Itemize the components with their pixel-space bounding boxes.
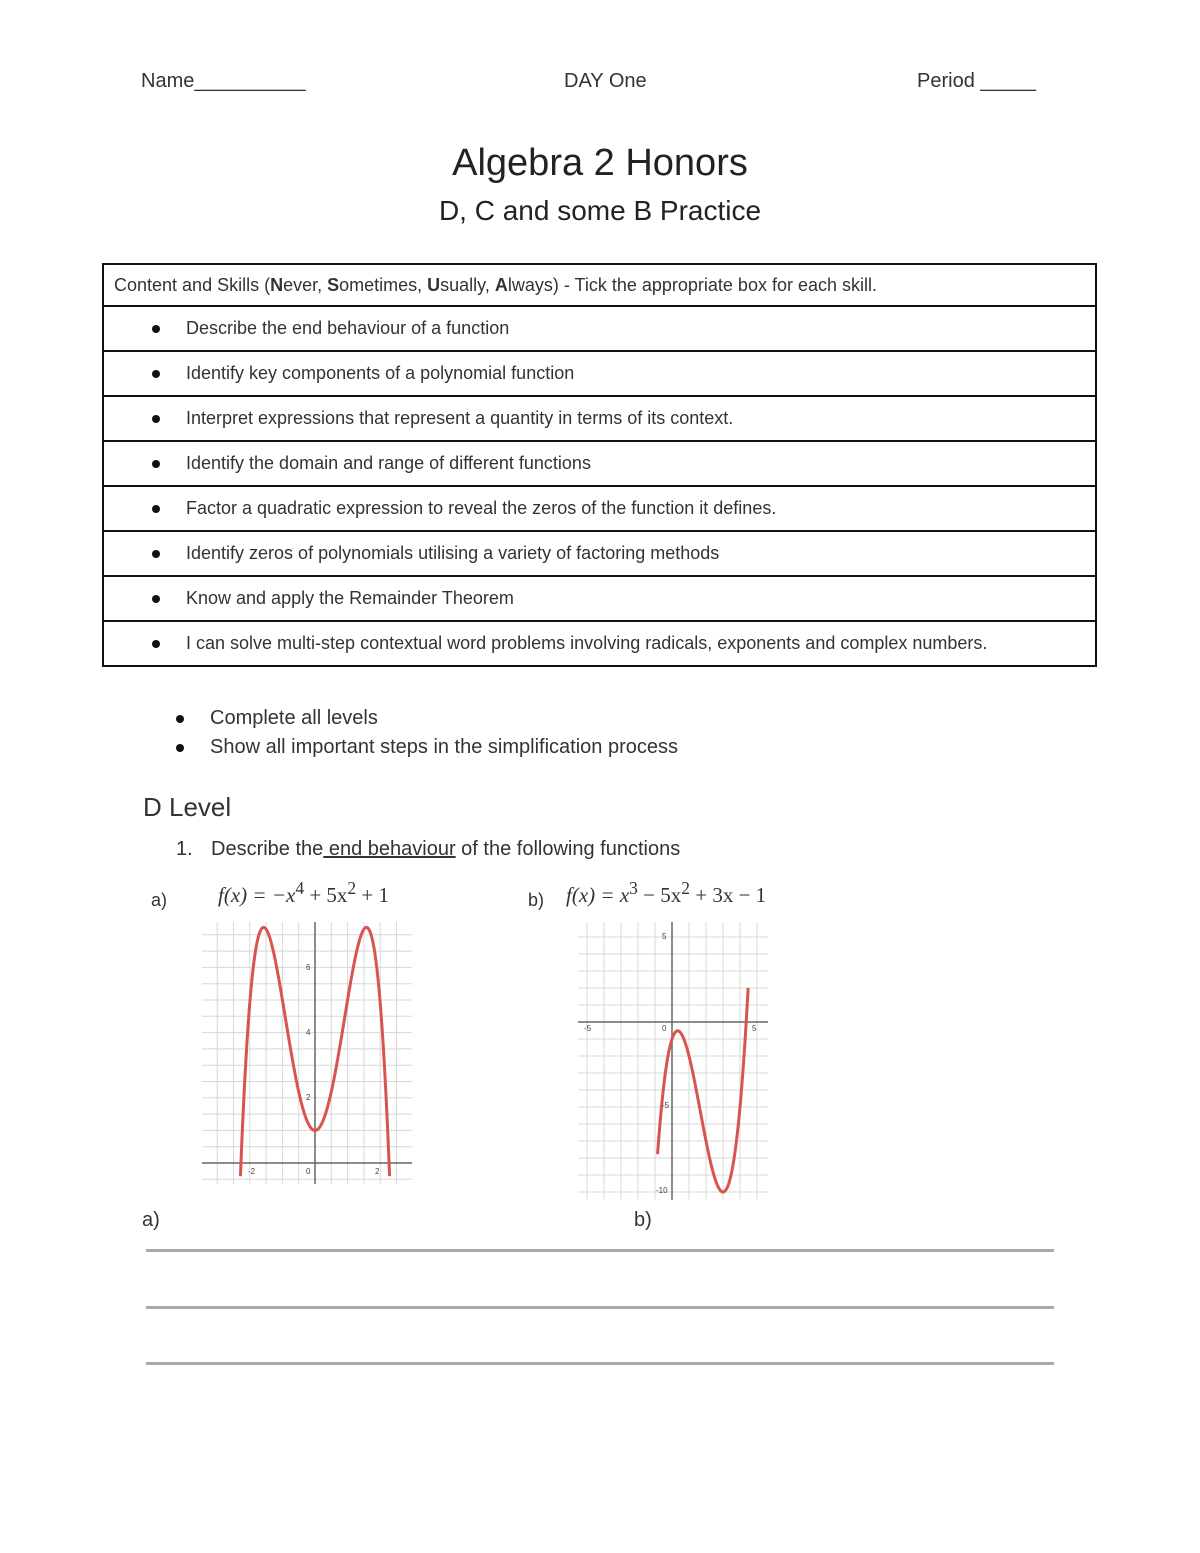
graph-a-ytick: 6 — [306, 963, 311, 972]
graph-b-xtick: -5 — [584, 1024, 592, 1033]
name-field-label: Name__________ — [141, 70, 306, 92]
period-field-label: Period _____ — [917, 70, 1036, 92]
bullet-icon — [152, 595, 160, 603]
skill-text: I can solve multi-step contextual word problems involving radicals, exponents and complex numbers. — [186, 633, 988, 653]
formula-a-rhs: + 1 — [356, 883, 389, 907]
formula-a-mid: + 5x — [304, 883, 348, 907]
formula-b-rhs: + 3x − 1 — [689, 883, 767, 907]
header-text: sually, — [440, 274, 495, 295]
header-never-initial: N — [270, 274, 284, 295]
skill-row[interactable] — [103, 576, 1096, 621]
graph-a-xtick: 2 — [375, 1167, 380, 1176]
graph-a-xtick: 0 — [306, 1167, 311, 1176]
skill-row[interactable] — [103, 441, 1096, 486]
skill-text: Describe the end behaviour of a function — [186, 318, 510, 338]
header-text: Content and Skills ( — [114, 274, 271, 295]
skill-text: Identify zeros of polynomials utilising a variety of factoring methods — [186, 543, 720, 563]
formula-b-mid: − 5x — [637, 883, 682, 907]
question-text: of the following functions — [455, 838, 681, 860]
instruction-item — [176, 704, 678, 733]
skill-row[interactable] — [103, 621, 1096, 666]
graph-a-grid — [202, 922, 412, 1184]
graph-b-grid — [578, 922, 768, 1200]
graph-b — [578, 922, 768, 1200]
formula-b-exp2: 2 — [681, 878, 690, 898]
header-text: ever, — [283, 274, 328, 295]
skills-table — [102, 263, 1097, 667]
bullet-icon — [152, 415, 160, 423]
graph-a — [202, 922, 412, 1184]
answer-line[interactable] — [146, 1362, 1054, 1365]
day-label: DAY One — [564, 70, 647, 92]
graph-b-ytick: -5 — [662, 1101, 670, 1110]
skill-row[interactable] — [103, 486, 1096, 531]
question-text-underlined: end behaviour — [323, 838, 456, 860]
header-sometimes-initial: S — [327, 274, 340, 295]
graph-a-ytick: 4 — [306, 1028, 311, 1037]
skill-row[interactable] — [103, 531, 1096, 576]
skill-row[interactable] — [103, 351, 1096, 396]
graph-b-xtick: 5 — [752, 1024, 757, 1033]
formula-b — [566, 878, 766, 908]
section-title: D Level — [143, 792, 232, 822]
skill-row[interactable] — [103, 306, 1096, 351]
skills-table-header — [103, 264, 1096, 306]
skill-text: Identify the domain and range of different functions — [186, 453, 591, 473]
bullet-icon — [152, 370, 160, 378]
graph-a-xtick: -2 — [248, 1167, 256, 1176]
bullet-icon — [152, 640, 160, 648]
question-text: Describe the — [211, 838, 324, 860]
question-1 — [176, 838, 680, 861]
skill-text: Know and apply the Remainder Theorem — [186, 588, 514, 608]
formula-a-exp2: 2 — [347, 878, 357, 898]
skill-row[interactable] — [103, 396, 1096, 441]
part-a-label: a) — [151, 890, 168, 910]
bullet-icon — [152, 505, 160, 513]
bullet-icon — [152, 325, 160, 333]
skill-text: Identify key components of a polynomial function — [186, 363, 575, 383]
skill-text: Interpret expressions that represent a quantity in terms of its context. — [186, 408, 734, 428]
formula-b-exp1: 3 — [629, 878, 638, 898]
formula-a-lhs: f(x) = −x — [218, 883, 296, 907]
header-always-initial: A — [494, 274, 508, 295]
answer-b-label: b) — [634, 1209, 652, 1231]
instruction-item — [176, 733, 678, 762]
formula-a — [218, 878, 389, 908]
bullet-icon — [176, 715, 184, 723]
page-subtitle: D, C and some B Practice — [438, 195, 762, 226]
answer-line[interactable] — [146, 1249, 1054, 1252]
part-b-label: b) — [528, 890, 545, 910]
graph-b-xtick: 0 — [662, 1024, 667, 1033]
header-text: ometimes, — [339, 274, 428, 295]
page-title: Algebra 2 Honors — [452, 142, 748, 184]
formula-b-lhs: f(x) = x — [566, 883, 630, 907]
bullet-icon — [152, 550, 160, 558]
graph-b-ytick: -10 — [656, 1186, 668, 1195]
answer-a-label: a) — [142, 1209, 160, 1231]
graph-b-ytick: 5 — [662, 932, 667, 941]
graph-a-ytick: 2 — [306, 1093, 311, 1102]
instruction-text: Show all important steps in the simplification process — [210, 736, 678, 758]
formula-a-exp1: 4 — [295, 878, 305, 898]
answer-line[interactable] — [146, 1306, 1054, 1309]
header-text: lways) - Tick the appropriate box for each skill. — [507, 274, 877, 295]
instruction-text: Complete all levels — [210, 707, 378, 729]
skill-text: Factor a quadratic expression to reveal the zeros of the function it defines. — [186, 498, 777, 518]
bullet-icon — [152, 460, 160, 468]
skills-header-cell — [103, 264, 1096, 306]
instructions-list — [176, 704, 678, 762]
header-usually-initial: U — [427, 274, 441, 295]
bullet-icon — [176, 744, 184, 752]
question-number: 1. — [176, 838, 193, 860]
